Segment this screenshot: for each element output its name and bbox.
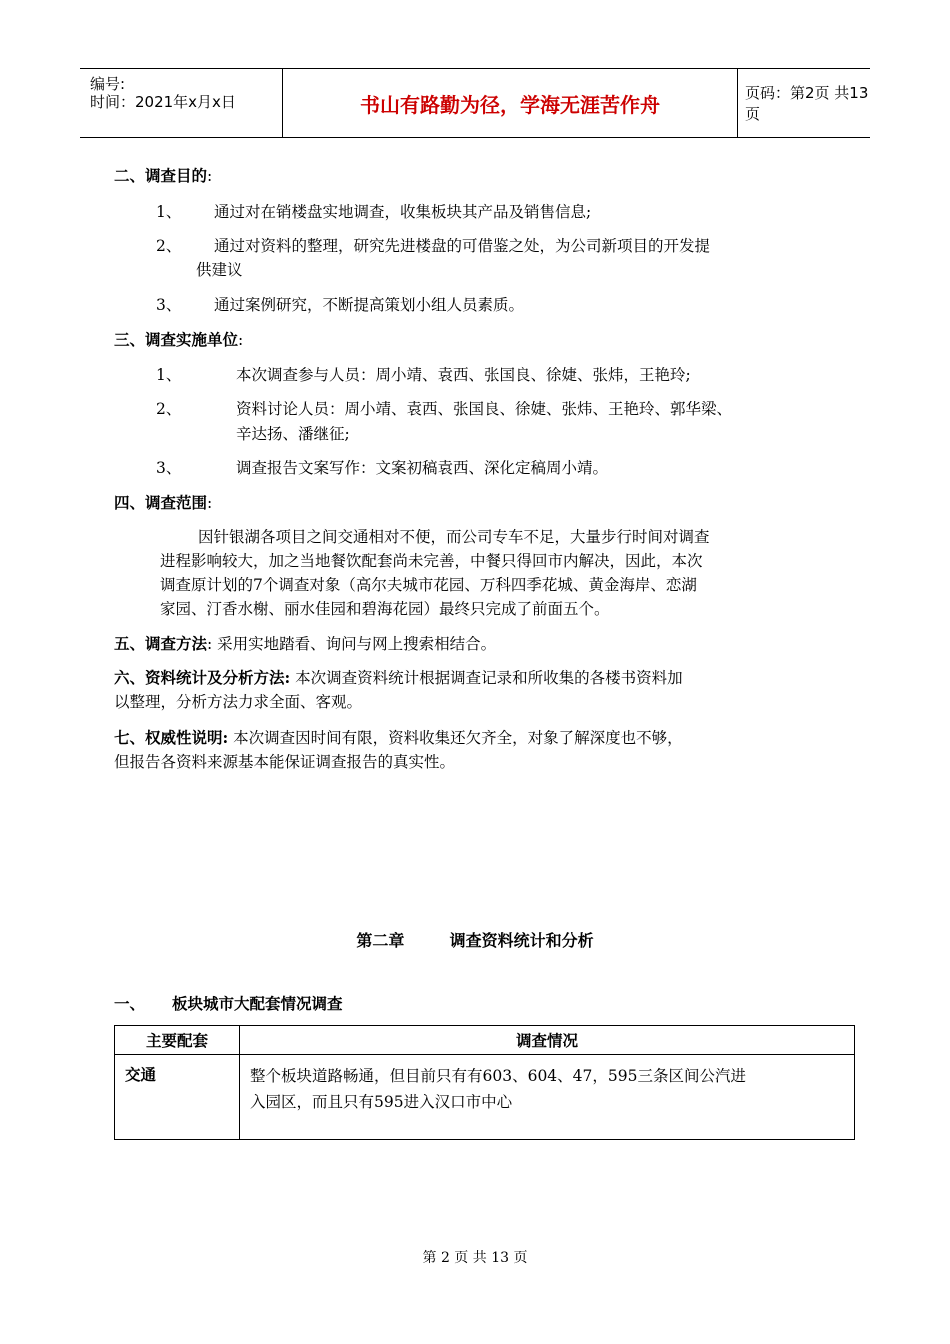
table-header-cell: 调查情况 xyxy=(240,1026,855,1055)
section-7-paragraph: 七、权威性说明: 本次调查因时间有限，资料收集还欠齐全，对象了解深度也不够， xyxy=(114,728,683,747)
header-page-code: 页码：第2页 共13页 xyxy=(745,84,869,123)
paragraph-line: 进程影响较大，加之当地餐饮配套尚未完善，中餐只得回市内解决，因此，本次 xyxy=(160,552,703,570)
page-header xyxy=(80,68,870,138)
list-item-text: 通过对在销楼盘实地调查，收集板块其产品及销售信息; xyxy=(214,203,592,221)
list-item-num: 1、 xyxy=(156,203,182,221)
table-header-cell: 主要配套 xyxy=(115,1026,240,1055)
document-number-label: 编号: xyxy=(90,75,126,93)
table-cell-key: 交通 xyxy=(115,1055,240,1140)
list-item-num: 2、 xyxy=(156,237,182,255)
list-item-text: 通过对资料的整理，研究先进楼盘的可借鉴之处，为公司新项目的开发提 xyxy=(214,237,711,255)
section-2-heading: 二、调查目的: xyxy=(114,166,213,185)
subsection-heading-num: 一、 xyxy=(114,994,146,1013)
table-cell-value xyxy=(240,1055,855,1140)
table-cell-line: 整个板块道路畅通，但目前只有有603、604、47，595三条区间公汽进 xyxy=(250,1067,746,1085)
section-5-paragraph: 五、调查方法: 采用实地踏看、询问与网上搜索相结合。 xyxy=(114,634,497,653)
paragraph-line: 但报告各资料来源基本能保证调查报告的真实性。 xyxy=(114,753,456,771)
chapter-number: 第二章 xyxy=(356,931,405,950)
section-6-paragraph: 六、资料统计及分析方法: 本次调查资料统计根据调查记录和所收集的各楼书资料加 xyxy=(114,668,683,687)
paragraph-line: 调查原计划的7个调查对象（高尔夫城市花园、万科四季花城、黄金海岸、恋湖 xyxy=(160,576,697,594)
paragraph-line: 以整理，分析方法力求全面、客观。 xyxy=(114,693,363,711)
list-item-num: 3、 xyxy=(156,296,182,314)
list-item-text: 本次调查参与人员：周小靖、袁西、张国良、徐婕、张炜，王艳玲; xyxy=(236,366,691,384)
section-6-heading: 六、资料统计及分析方法: xyxy=(114,668,291,687)
page-footer: 第 2 页 共 13 页 xyxy=(422,1250,528,1266)
table-cell-line: 入园区，而且只有595进入汉口市中心 xyxy=(250,1093,513,1111)
list-item-num: 3、 xyxy=(156,459,182,477)
section-4-heading: 四、调查范围: xyxy=(114,493,213,512)
section-5-heading: 五、调查方法 xyxy=(114,634,208,653)
paragraph-line: 家园、汀香水榭、丽水佳园和碧海花园）最终只完成了前面五个。 xyxy=(160,600,610,618)
survey-table xyxy=(114,1025,855,1140)
section-3-heading: 三、调查实施单位: xyxy=(114,330,244,349)
paragraph-line: 因针银湖各项目之间交通相对不便，而公司专车不足，大量步行时间对调查 xyxy=(198,528,710,546)
list-item-text: 资料讨论人员：周小靖、袁西、张国良、徐婕、张炜、王艳玲、郭华梁、 xyxy=(236,400,733,418)
subsection-heading: 板块城市大配套情况调查 xyxy=(172,994,343,1013)
list-item-num: 2、 xyxy=(156,400,182,418)
section-7-heading: 七、权威性说明: xyxy=(114,728,229,747)
list-item-num: 1、 xyxy=(156,366,182,384)
list-item-text: 调查报告文案写作：文案初稿袁西、深化定稿周小靖。 xyxy=(236,459,609,477)
table-header-row xyxy=(115,1026,855,1055)
list-item-text-cont: 辛达扬、潘继征; xyxy=(236,425,350,443)
chapter-title xyxy=(0,928,950,951)
header-meta xyxy=(80,69,282,137)
document-date-label: 时间：2021年x月x日 xyxy=(90,93,236,111)
list-item-text-cont: 供建议 xyxy=(196,261,243,279)
table-row xyxy=(115,1055,855,1140)
list-item-text: 通过案例研究，不断提高策划小组人员素质。 xyxy=(214,296,525,314)
header-motto: 书山有路勤为径，学海无涯苦作舟 xyxy=(282,69,738,137)
chapter-name: 调查资料统计和分析 xyxy=(449,931,594,950)
